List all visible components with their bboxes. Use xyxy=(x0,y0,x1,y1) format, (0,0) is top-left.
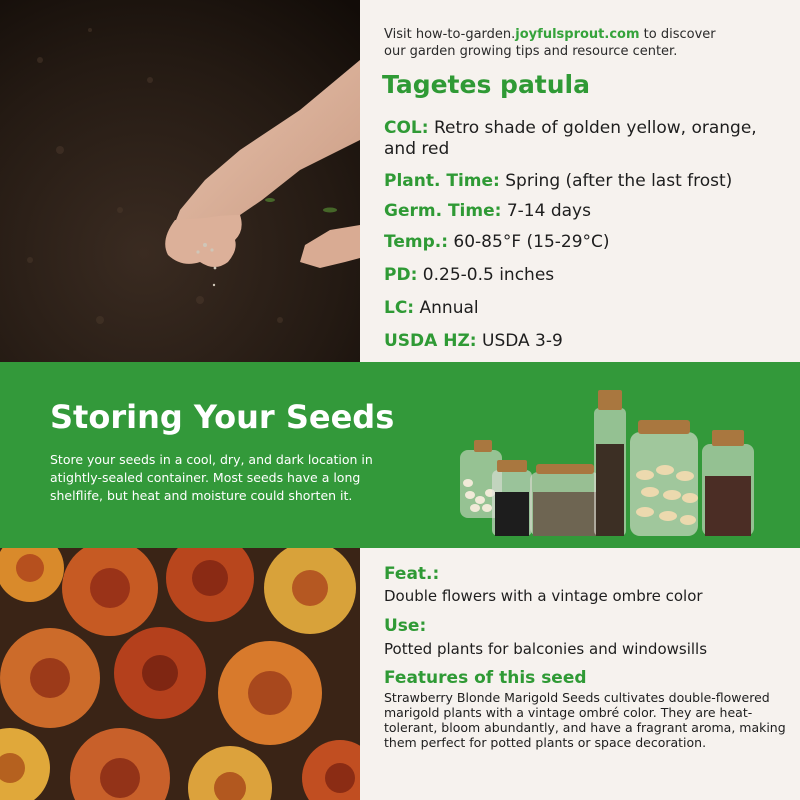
use-text: Potted plants for balconies and windowsills xyxy=(384,640,708,658)
attribute-key: Temp.: xyxy=(384,232,449,252)
attribute-key: USDA HZ: xyxy=(384,331,477,351)
plant-attributes-panel xyxy=(360,0,800,362)
marigold-flowers-photo xyxy=(0,548,360,800)
attribute-color xyxy=(384,118,794,160)
attribute-value: USDA 3-9 xyxy=(476,331,563,351)
attribute-key: PD: xyxy=(384,265,418,285)
attribute-usda-zone xyxy=(384,331,794,352)
seed-jars-image xyxy=(450,380,770,540)
top-section xyxy=(0,0,800,362)
website-brand-link[interactable]: joyfulsprout.com xyxy=(515,27,640,42)
bottom-section xyxy=(0,548,800,800)
website-notice xyxy=(384,26,784,60)
features-description: Strawberry Blonde Marigold Seeds cultivates double-flowered marigold plants with a vintage ombré color. They are heat-tolerant, bloom abundantly, and have a fragrant aroma, making them perfect for potted plants or space decoration. xyxy=(384,690,786,750)
attribute-key: COL: xyxy=(384,118,429,138)
attribute-value: 0.25-0.5 inches xyxy=(417,265,555,285)
attribute-plant-time xyxy=(384,171,794,192)
attribute-key: LC: xyxy=(384,298,415,318)
attribute-value: 60-85°F (15-29°C) xyxy=(448,232,610,252)
storing-title: Storing Your Seeds xyxy=(50,398,395,436)
seed-features-panel xyxy=(360,548,800,800)
storing-seeds-banner xyxy=(0,362,800,548)
attribute-life-cycle xyxy=(384,298,794,319)
feat-label: Feat.: xyxy=(384,564,440,584)
use-label: Use: xyxy=(384,616,427,636)
features-label: Features of this seed xyxy=(384,668,587,688)
website-notice-line2: our garden growing tips and resource center. xyxy=(384,44,678,59)
attribute-temperature xyxy=(384,232,794,253)
storing-description: Store your seeds in a cool, dry, and dark location in atightly-sealed container. Most seeds have a long shelflife, but heat and moisture could shorten it. xyxy=(50,452,373,503)
attribute-value: 7-14 days xyxy=(501,201,591,221)
attribute-value: Spring (after the last frost) xyxy=(499,171,733,191)
website-notice-prefix: Visit how-to-garden. xyxy=(384,27,516,42)
attribute-key: Plant. Time: xyxy=(384,171,500,191)
soil-sowing-photo xyxy=(0,0,360,362)
attribute-key: Germ. Time: xyxy=(384,201,502,221)
website-notice-suffix: to discover xyxy=(639,27,716,42)
attribute-germ-time xyxy=(384,201,794,222)
species-name: Tagetes patula xyxy=(382,70,590,99)
feat-text: Double flowers with a vintage ombre color xyxy=(384,587,703,605)
attribute-value-cont: and red xyxy=(384,139,450,159)
attribute-planting-depth xyxy=(384,265,794,286)
attribute-value: Annual xyxy=(414,298,479,318)
attribute-value: Retro shade of golden yellow, orange, xyxy=(428,118,757,138)
